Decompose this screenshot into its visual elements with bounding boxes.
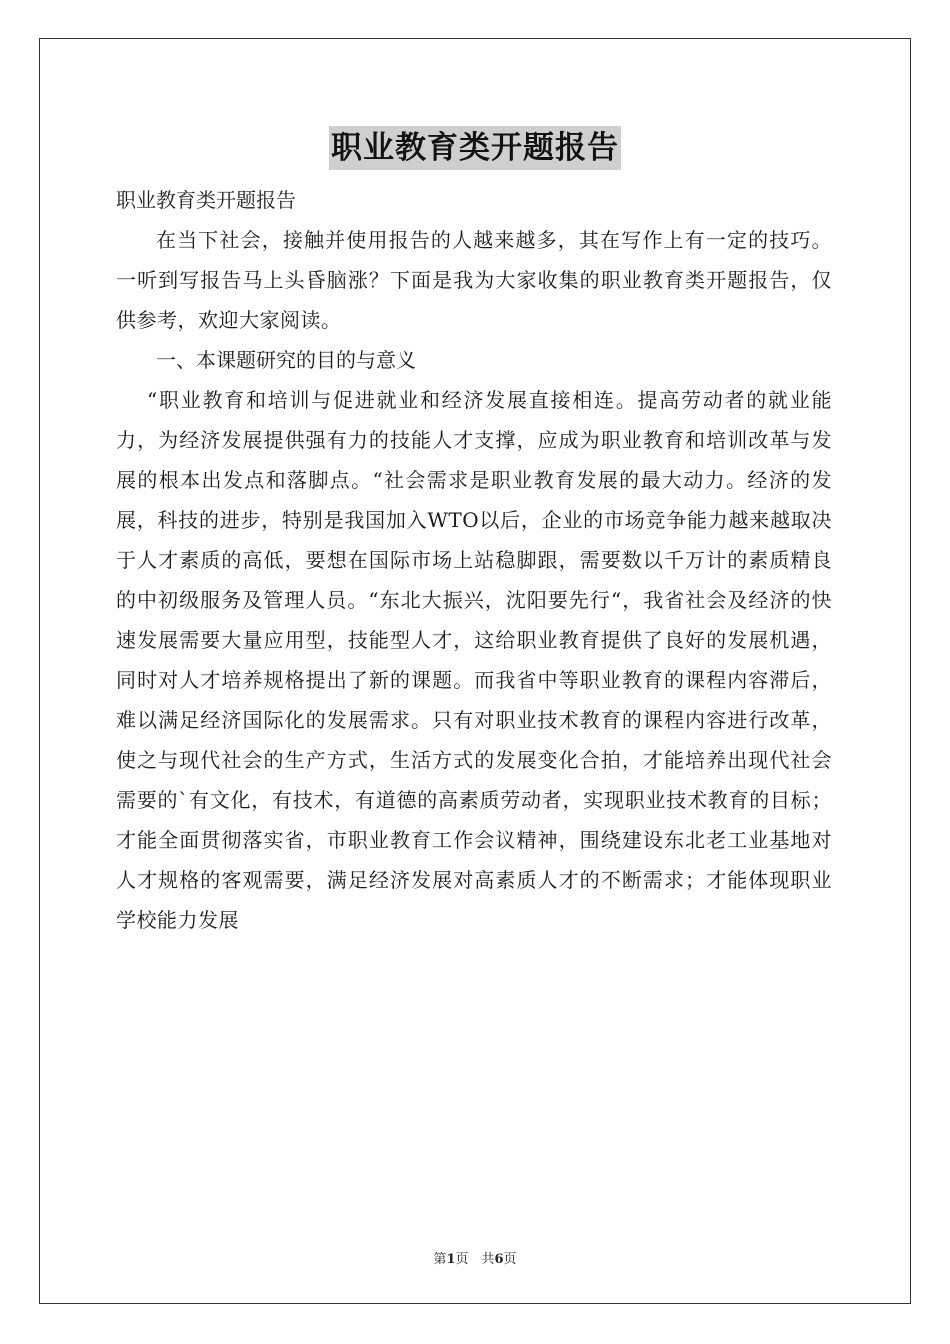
- document-subtitle: 职业教育类开题报告: [116, 188, 296, 212]
- footer-prefix: 第: [433, 1252, 447, 1267]
- section-heading: 一、本课题研究的目的与意义: [156, 348, 416, 372]
- footer-mid: 页 共: [455, 1252, 495, 1267]
- document-title: 职业教育类开题报告: [329, 126, 621, 170]
- page-footer: [0, 1248, 950, 1267]
- intro-paragraph: 在当下社会，接触并使用报告的人越来越多，其在写作上有一定的技巧。一听到写报告马上头昏脑涨？下面是我为大家收集的职业教育类开题报告，仅供参考，欢迎大家阅读。: [116, 228, 832, 332]
- document-body: [116, 180, 832, 940]
- footer-total-pages: 6: [494, 1252, 504, 1267]
- body-paragraph: “职业教育和培训与促进就业和经济发展直接相连。提高劳动者的就业能力，为经济发展提供强有力的技能人才支撑，应成为职业教育和培训改革与发展的根本出发点和落脚点。“社会需求是职业教育发展的最大动力。经济的发展，科技的进步，特别是我国加入WTO以后，企业的市场竞争能力越来越取决于人才素质的高低，要想在国际市场上站稳脚跟，需要数以千万计的素质精良的中初级服务及管理人员。“东北大振兴，沈阳要先行“，我省社会及经济的快速发展需要大量应用型，技能型人才，这给职业教育提供了良好的发展机遇，同时对人才培养规格提出了新的课题。而我省中等职业教育的课程内容滞后，难以满足经济国际化的发展需求。只有对职业技术教育的课程内容进行改革，使之与现代社会的生产方式，生活方式的发展变化合拍，才能培养出现代社会需要的`有文化，有技术，有道德的高素质劳动者，实现职业技术教育的目标；才能全面贯彻落实省，市职业教育工作会议精神，围绕建设东北老工业基地对人才规格的客观需要，满足经济发展对高素质人才的不断需求；才能体现职业学校能力发展: [116, 388, 832, 932]
- title-container: [0, 126, 950, 170]
- footer-current-page: 1: [446, 1252, 456, 1267]
- footer-suffix: 页: [503, 1252, 517, 1267]
